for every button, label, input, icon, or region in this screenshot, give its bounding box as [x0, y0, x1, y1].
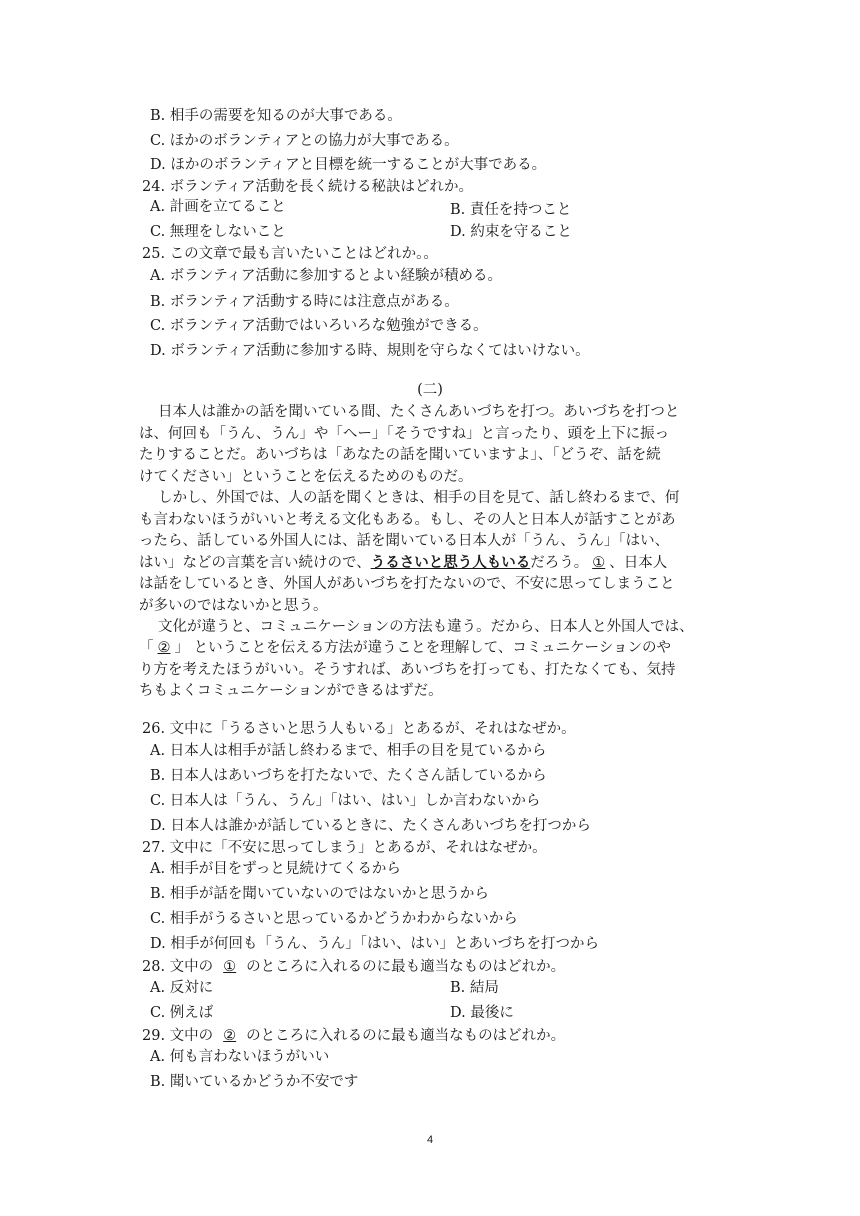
passage-text: だろう。: [530, 555, 589, 571]
passage-line: は話をしているとき、外国人があいづちを打たないので、不安に思ってしまうこと: [139, 576, 675, 592]
q24-option-b: B. 責任を持つこと: [450, 202, 572, 218]
q27-option-a: A. 相手が目をずっと見続けてくるから: [150, 861, 401, 877]
passage-line: しかし、外国では、人の話を聞くときは、相手の目を見て、話し終わるまで、何: [158, 490, 680, 506]
q28-option-c: C. 例えば: [150, 1005, 214, 1021]
q23-option-c: C. ほかのボランティアとの協力が大事である。: [150, 133, 459, 149]
blank-marker-1: ①: [223, 959, 237, 975]
q25-option-b: B. ボランティア活動する時には注意点がある。: [150, 294, 459, 310]
section-title: (二): [417, 382, 443, 398]
q26-option-a: A. 日本人は相手が話し終わるまで、相手の目を見ているから: [150, 743, 547, 759]
q28-question: [142, 957, 565, 977]
q28-option-d: D. 最後に: [450, 1005, 514, 1021]
q26-option-b: B. 日本人はあいづちを打たないで、たくさん話しているから: [150, 768, 547, 784]
q25-question: 25. この文章で最も言いたいことはどれか。。: [142, 246, 438, 262]
q28-option-a: A. 反対に: [150, 980, 214, 996]
q23-option-b: B. 相手の需要を知るのが大事である。: [150, 108, 402, 124]
question-text: のところに入れるのに最も適当なものはどれか。: [246, 959, 566, 975]
q25-option-a: A. ボランティア活動に参加するとよい経験が積める。: [150, 268, 503, 284]
passage-line: たりすることだ。あいづちは「あなたの話を聞いていますよ」、「どうぞ、話を続: [139, 447, 661, 463]
q26-option-c: C. 日本人は「うん、うん」「はい、はい」しか言わないから: [150, 793, 541, 809]
q24-option-c: C. 無理をしないこと: [150, 224, 286, 240]
passage-line: 文化が違うと、コミュニケーションの方法も違う。だから、日本人と外国人では、: [158, 619, 694, 635]
q27-option-d: D. 相手が何回も「うん、うん」「はい、はい」とあいづちを打つから: [150, 936, 599, 952]
passage-line: 日本人は誰かの話を聞いている間、たくさんあいづちを打つ。あいづちを打つと: [158, 404, 680, 420]
q29-question: [142, 1026, 565, 1046]
passage-line: は、何回も「うん、うん」や「へー」「そうですね」と言ったり、頭を上下に振っ: [139, 426, 670, 442]
passage-text: 「: [139, 640, 154, 656]
q25-option-c: C. ボランティア活動ではいろいろな勉強ができる。: [150, 318, 488, 334]
passage-text: はい」などの言葉を言い続けので、: [139, 555, 371, 571]
passage-line: ちもよくコミュニケーションができるはずだ。: [139, 683, 443, 699]
passage-text: 」 ということを伝える方法が違うことを理解して、コミュニケーションのや: [174, 640, 671, 656]
blank-marker-2: ②: [223, 1028, 237, 1044]
q27-question: 27. 文中に「不安に思ってしまう」とあるが、それはなぜか。: [142, 840, 547, 856]
q26-question: 26. 文中に「うるさいと思う人もいる」とあるが、それはなぜか。: [142, 721, 576, 737]
q27-option-b: B. 相手が話を聞いていないのではないかと思うから: [150, 886, 489, 902]
question-text: のところに入れるのに最も適当なものはどれか。: [246, 1028, 566, 1044]
passage-line: けてください」ということを伝えるためのものだ。: [139, 469, 473, 485]
q23-option-d: D. ほかのボランティアと目標を統一することが大事である。: [150, 157, 547, 173]
q24-option-a: A. 計画を立てること: [150, 199, 286, 215]
blank-marker-2: ②: [157, 640, 171, 656]
passage-line-blank: [139, 638, 671, 658]
question-text: 28. 文中の: [142, 959, 214, 975]
passage-line: が多いのではないかと思う。: [139, 598, 328, 614]
passage-line: ったら、話している外国人には、話を聞いている日本人が「うん、うん」「はい、: [139, 533, 670, 549]
passage-line: も言わないほうがいいと考える文化もある。もし、その人と日本人が話すことがあ: [139, 512, 676, 528]
passage-text: 、日本人: [609, 555, 668, 571]
q24-question: 24. ボランティア活動を長く続ける秘訣はどれか。: [142, 179, 474, 195]
q26-option-d: D. 日本人は誰かが話しているときに、たくさんあいづちを打つから: [150, 818, 591, 834]
q29-option-b: B. 聞いているかどうか不安です: [150, 1074, 359, 1090]
q25-option-d: D. ボランティア活動に参加する時、規則を守らなくてはいけない。: [150, 343, 590, 359]
q27-option-c: C. 相手がうるさいと思っているかどうかわからないから: [150, 911, 518, 927]
q28-option-b: B. 結局: [450, 980, 499, 996]
passage-line-emphasis: [139, 553, 667, 573]
page-number: 4: [426, 1134, 434, 1146]
blank-marker-1: ①: [592, 555, 606, 571]
passage-line: り方を考えたほうがいい。そうすれば、あいづちを打っても、打たなくても、気持: [139, 662, 676, 678]
q29-option-a: A. 何も言わないほうがいい: [150, 1049, 330, 1065]
q24-option-d: D. 約束を守ること: [450, 224, 572, 240]
emphasized-phrase: うるさいと思う人もいる: [370, 554, 531, 571]
question-text: 29. 文中の: [142, 1028, 214, 1044]
